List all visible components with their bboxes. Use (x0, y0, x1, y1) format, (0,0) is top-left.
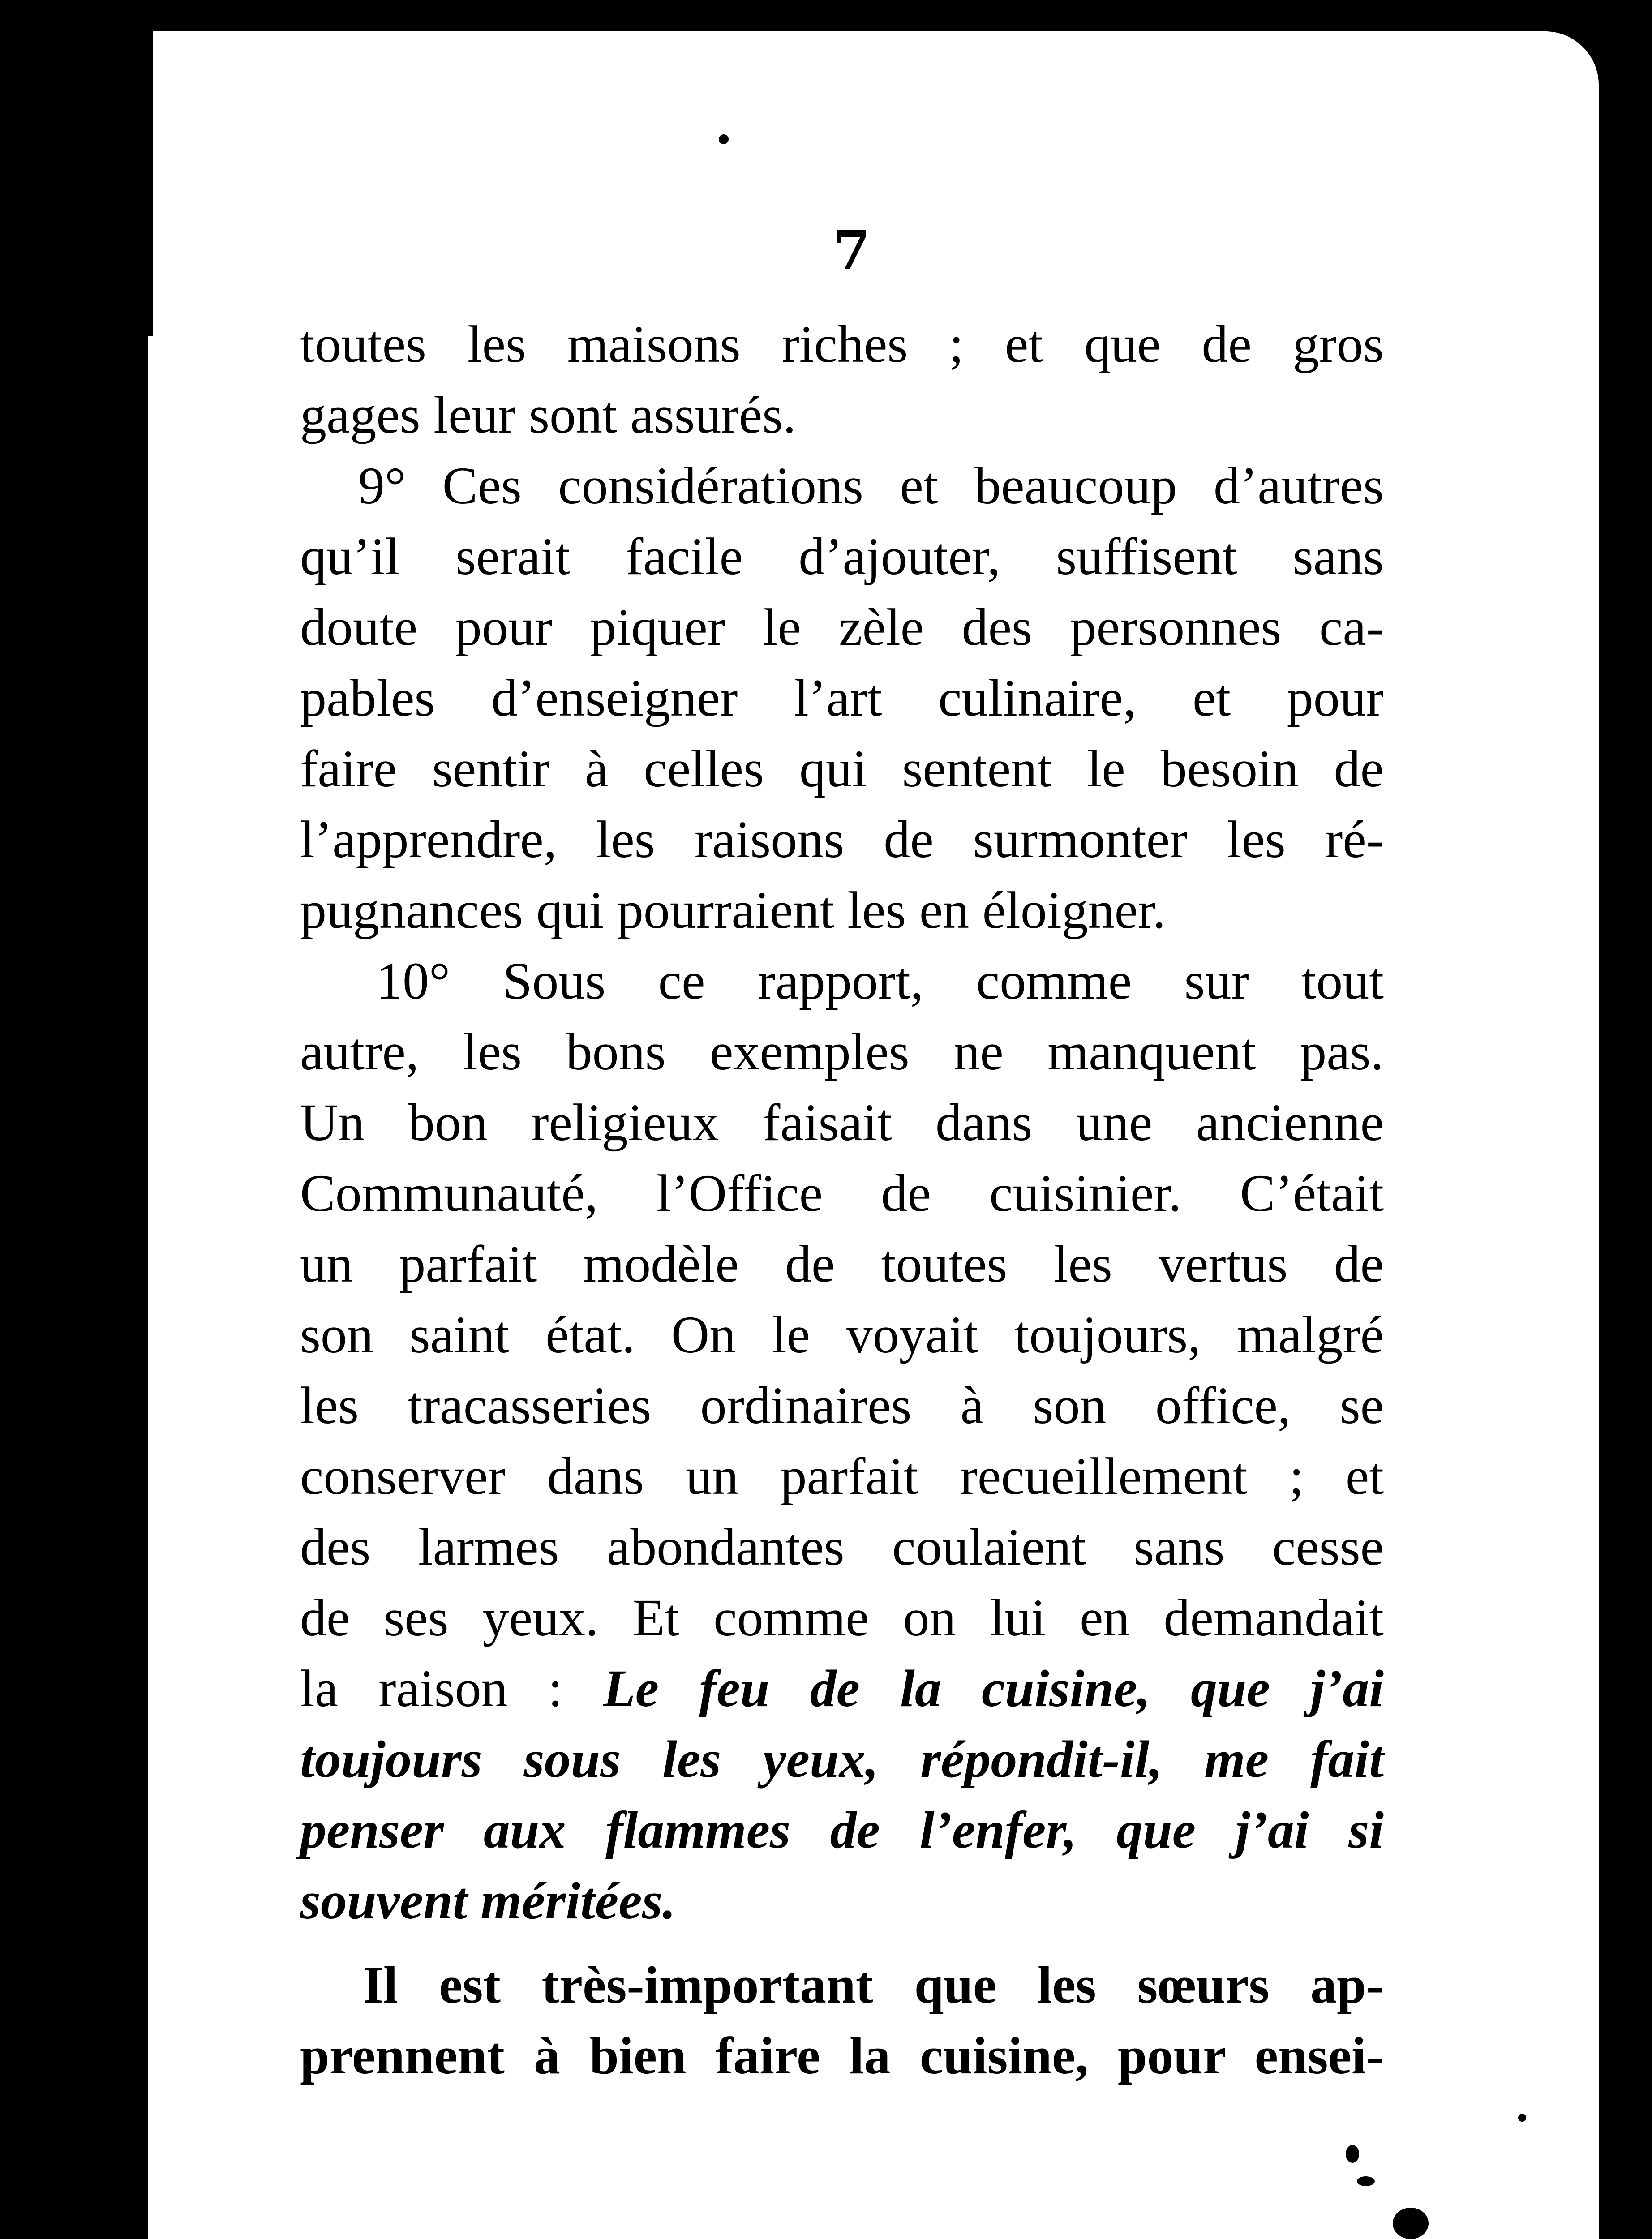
text-line: faire sentir à celles qui sentent le besoin de (300, 739, 1384, 798)
ink-speck (719, 134, 729, 144)
binding-edge (143, 13, 153, 336)
page-number: 7 (833, 219, 871, 282)
text-line-mixed (300, 1653, 1384, 1724)
text-line: Un bon religieux faisait dans une ancienne (300, 1093, 1384, 1152)
ink-speck (1346, 2145, 1359, 2163)
text-line: pables d’enseigner l’art culinaire, et pour (300, 669, 1384, 727)
text-line-italic: penser aux flammes de l’enfer, que j’ai si (300, 1801, 1384, 1859)
text-line: doute pour piquer le zèle des personnes ca- (300, 598, 1384, 656)
text-line: toutes les maisons riches ; et que de gros (300, 315, 1384, 373)
text-line: qu’il serait facile d’ajouter, suffisent sans (300, 527, 1384, 586)
text-line: de ses yeux. Et comme on lui en demandait (300, 1588, 1384, 1647)
body-text (300, 309, 1384, 2091)
ink-speck (1518, 2114, 1526, 2122)
ink-speck (1357, 2176, 1375, 2186)
text-roman: la raison : (300, 1659, 603, 1718)
text-line: un parfait modèle de toutes les vertus de (300, 1235, 1384, 1293)
text-line: 10° Sous ce rapport, comme sur tout (376, 952, 1384, 1010)
text-line: des larmes abondantes coulaient sans cesse (300, 1518, 1384, 1576)
text-line-italic: souvent méritées. (300, 1871, 676, 1930)
text-line: l’apprendre, les raisons de surmonter les ré- (300, 810, 1384, 869)
text-line: 9° Ces considérations et beaucoup d’autres (358, 456, 1384, 515)
text-line-italic: toujours sous les yeux, répondit-il, me fait (300, 1730, 1384, 1789)
ink-speck (1393, 2208, 1429, 2239)
text-line: prennent à bien faire la cuisine, pour ensei- (300, 2026, 1384, 2085)
text-line: son saint état. On le voyait toujours, malgré (300, 1305, 1384, 1364)
text-italic: Le feu de la cuisine, que j’ai (603, 1659, 1384, 1718)
text-line: pugnances qui pourraient les en éloigner. (300, 881, 1166, 939)
text-line: autre, les bons exemples ne manquent pas. (300, 1022, 1384, 1081)
text-line: Communauté, l’Office de cuisinier. C’était (300, 1164, 1384, 1222)
text-line: gages leur sont assurés. (300, 386, 796, 444)
text-line: conserver dans un parfait recueillement ; et (300, 1447, 1384, 1506)
text-line: les tracasseries ordinaires à son office, se (300, 1376, 1384, 1435)
text-line: Il est très-important que les sœurs ap- (363, 1956, 1384, 2014)
